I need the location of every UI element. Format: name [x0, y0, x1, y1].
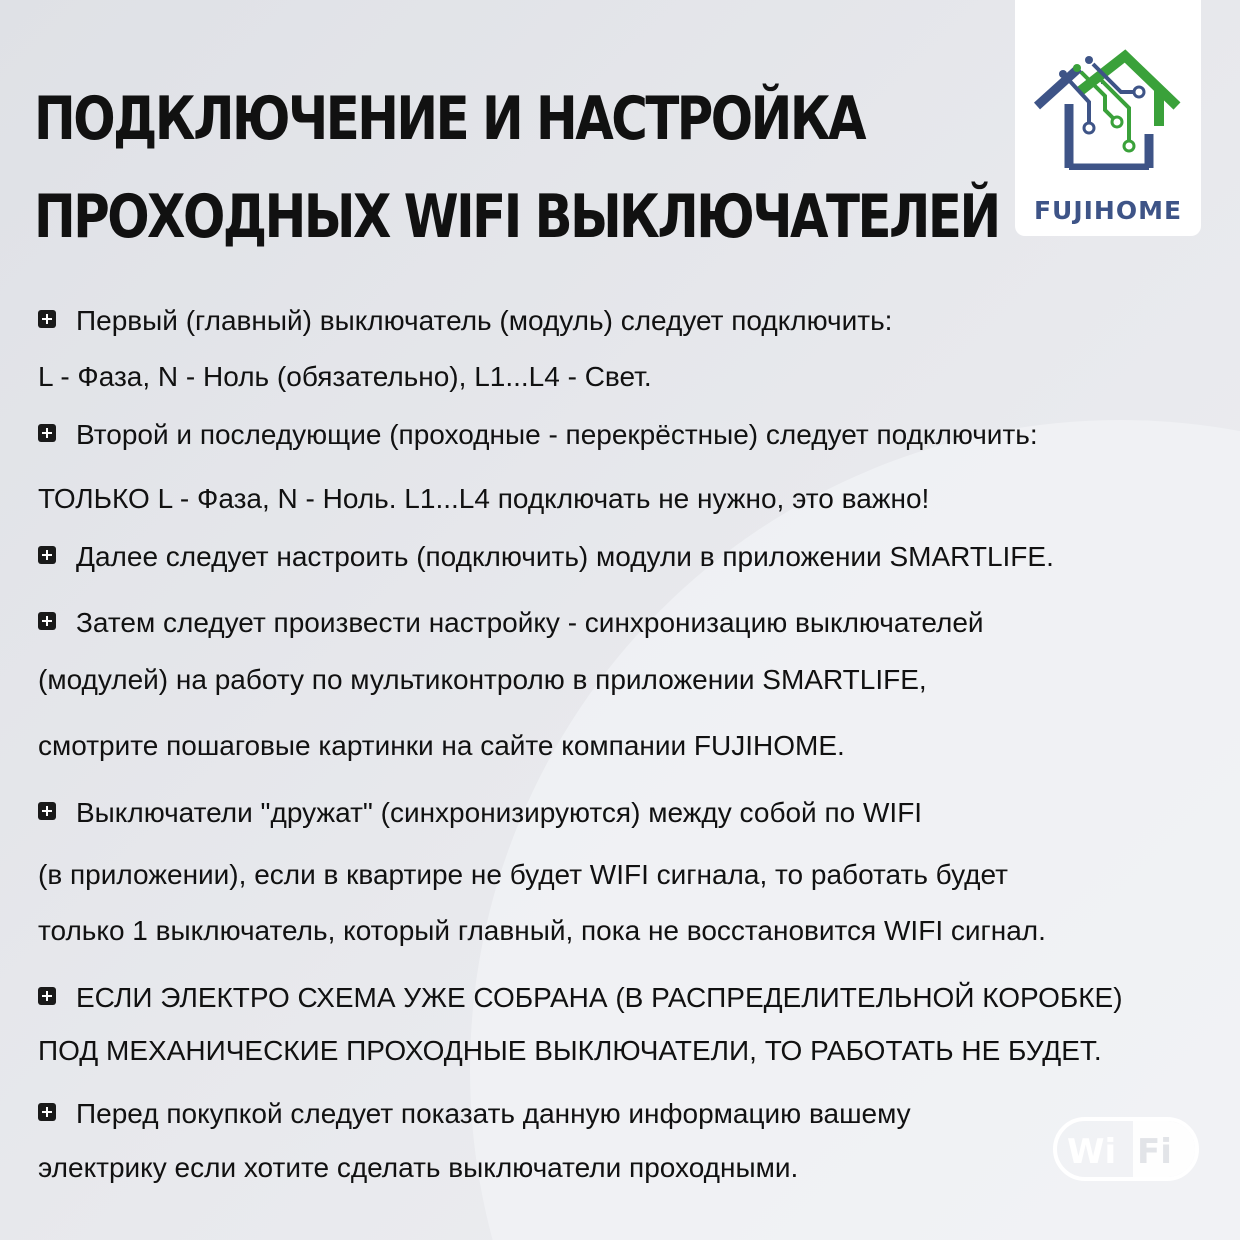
text-line-9: Выключатели "дружат" (синхронизируются) между собой по WIFI	[38, 796, 922, 830]
text-line-2: L - Фаза, N - Ноль (обязательно), L1...L4 - Свет.	[38, 361, 652, 392]
svg-text:Wi: Wi	[1067, 1132, 1117, 1172]
title-line-2: ПРОХОДНЫХ WIFI ВЫКЛЮЧАТЕЛЕЙ	[34, 182, 999, 252]
text-line-11: только 1 выключатель, который главный, пока не восстановится WIFI сигнал.	[38, 915, 1046, 946]
text-line-5: Далее следует настроить (подключить) модули в приложении SMARTLIFE.	[38, 540, 1054, 574]
plus-square-icon	[38, 424, 56, 442]
svg-text:Fi: Fi	[1137, 1132, 1172, 1172]
brand-logo	[1015, 0, 1201, 236]
text-line-10: (в приложении), если в квартире не будет WIFI сигнала, то работать будет	[38, 859, 1008, 890]
text-line-4: ТОЛЬКО L - Фаза, N - Ноль. L1...L4 подключать не нужно, это важно!	[38, 483, 930, 514]
text-line-14: Перед покупкой следует показать данную информацию вашему	[38, 1097, 911, 1131]
plus-square-icon	[38, 546, 56, 564]
plus-square-icon	[38, 612, 56, 630]
text-line-7: (модулей) на работу по мультиконтролю в приложении SMARTLIFE,	[38, 664, 927, 695]
circuit-house-icon	[1033, 48, 1183, 170]
title-line-1: ПОДКЛЮЧЕНИЕ И НАСТРОЙКА	[34, 84, 865, 154]
text-line-6: Затем следует произвести настройку - синхронизацию выключателей	[38, 606, 984, 640]
wifi-logo-icon	[1053, 1117, 1199, 1181]
plus-square-icon	[38, 987, 56, 1005]
text-line-8: смотрите пошаговые картинки на сайте компании FUJIHOME.	[38, 730, 845, 761]
brand-name: FUJIHOME	[1033, 196, 1183, 225]
plus-square-icon	[38, 802, 56, 820]
text-line-13: ПОД МЕХАНИЧЕСКИЕ ПРОХОДНЫЕ ВЫКЛЮЧАТЕЛИ, ТО РАБОТАТЬ НЕ БУДЕТ.	[38, 1035, 1102, 1066]
text-line-1: Первый (главный) выключатель (модуль) следует подключить:	[38, 304, 892, 338]
plus-square-icon	[38, 310, 56, 328]
text-line-12: ЕСЛИ ЭЛЕКТРО СХЕМА УЖЕ СОБРАНА (В РАСПРЕДЕЛИТЕЛЬНОЙ КОРОБКЕ)	[38, 981, 1123, 1015]
page-title	[34, 70, 999, 266]
text-line-15: электрику если хотите сделать выключатели проходными.	[38, 1152, 799, 1183]
plus-square-icon	[38, 1103, 56, 1121]
text-line-3: Второй и последующие (проходные - перекрёстные) следует подключить:	[38, 418, 1038, 452]
